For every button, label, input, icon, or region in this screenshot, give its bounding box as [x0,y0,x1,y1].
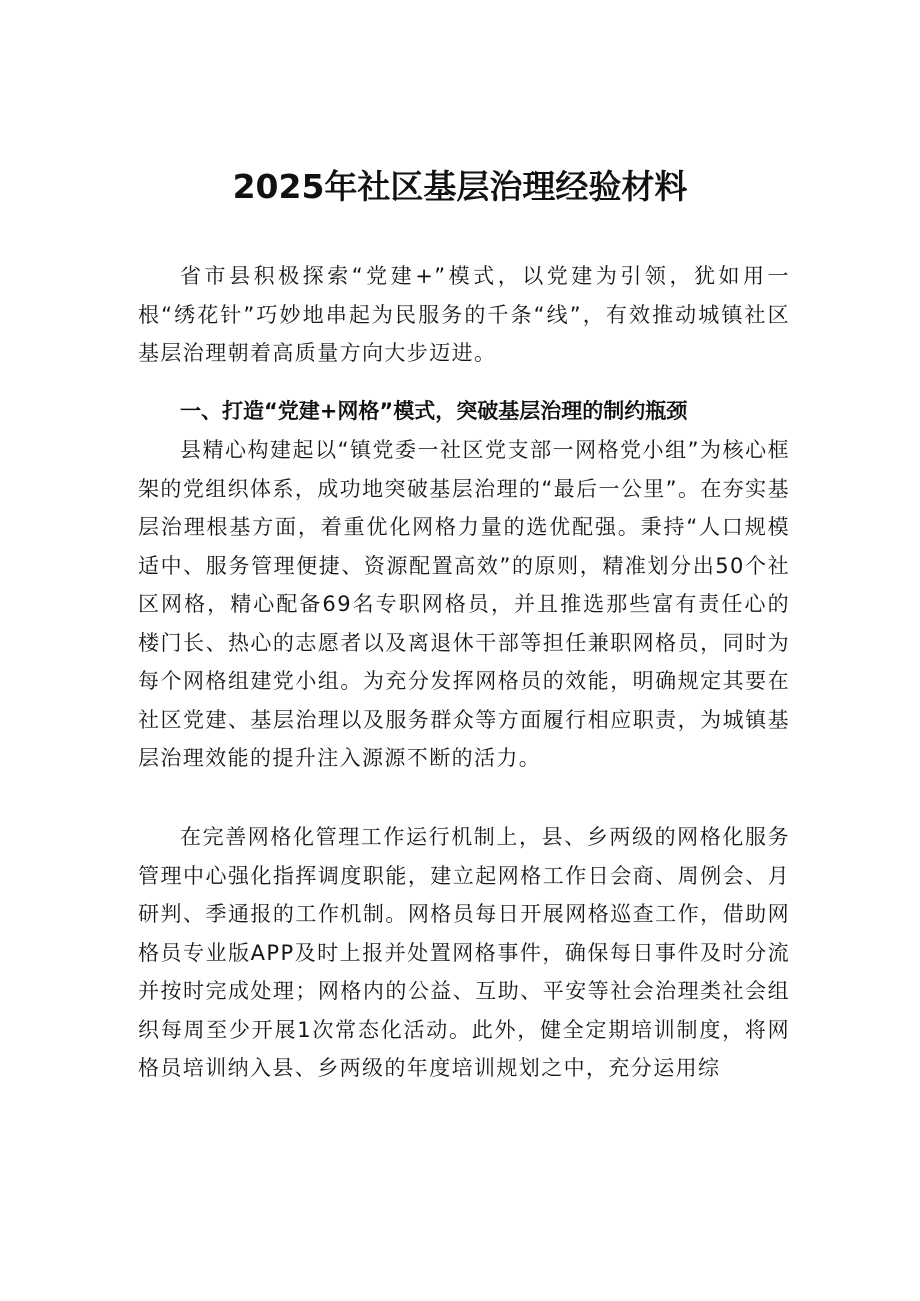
paragraph-block-grid-system [138,431,790,778]
paragraph-grid-system: 县精心构建起以“镇党委一社区党支部一网格党小组”为核心框架的党组织体系，成功地突破基层治理的“最后一公里”。在夯实基层治理根基方面，着重优化网格力量的选优配强。秉持“人口规模适中、服务管理便捷、资源配置高效”的原则，精准划分出50个社区网格，精心配备69名专职网格员，并且推选那些富有责任心的楼门长、热心的志愿者以及离退休干部等担任兼职网格员，同时为每个网格组建党小组。为充分发挥网格员的效能，明确规定其要在社区党建、基层治理以及服务群众等方面履行相应职责，为城镇基层治理效能的提升注入源源不断的活力。 [138,438,790,770]
paragraph-intro: 省市县积极探索“党建+”模式，以党建为引领，犹如用一根“绣花针”巧妙地串起为民服务的千条“线”，有效推动城镇社区基层治理朝着高质量方向大步迈进。 [138,264,790,365]
document-title: 2025年社区基层治理经验材料 [232,167,688,206]
paragraph-block-intro [138,257,790,373]
paragraph-block-mechanism [138,818,790,1088]
section-heading-block [138,392,790,431]
section-heading: 一、打造“党建+网格”模式，突破基层治理的制约瓶颈 [180,399,688,423]
paragraph-mechanism: 在完善网格化管理工作运行机制上，县、乡两级的网格化服务管理中心强化指挥调度职能，建立起网格工作日会商、周例会、月研判、季通报的工作机制。网格员每日开展网格巡查工作，借助网格员专业版APP及时上报并处置网格事件，确保每日事件及时分流并按时完成处理；网格内的公益、互助、平安等社会治理类社会组织每周至少开展1次常态化活动。此外，健全定期培训制度，将网格员培训纳入县、乡两级的年度培训规划之中，充分运用综 [138,825,790,1080]
